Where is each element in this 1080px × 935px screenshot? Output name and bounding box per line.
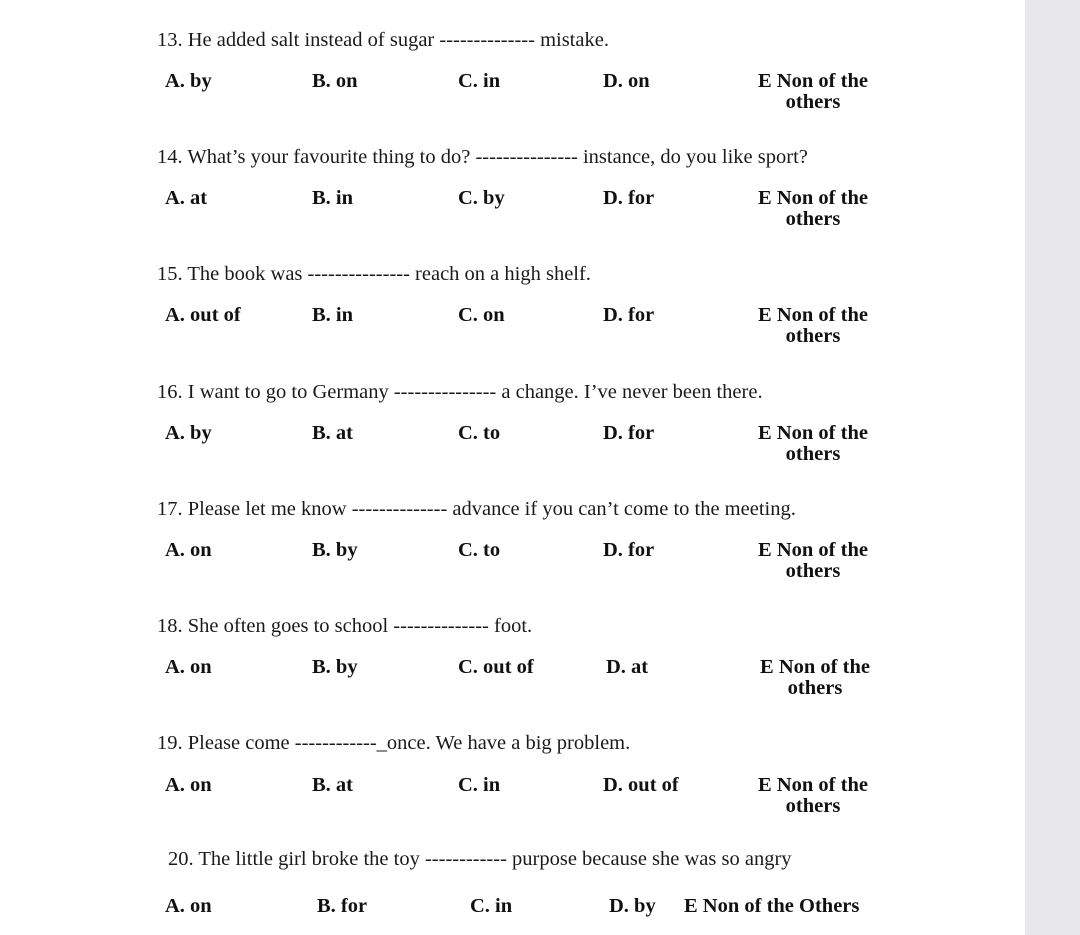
option-e xyxy=(733,305,893,347)
option-a: A. on xyxy=(165,539,212,561)
option-b: B. in xyxy=(312,304,354,326)
option-a: A. by xyxy=(165,70,212,92)
option-e xyxy=(733,423,893,465)
option-c: C. to xyxy=(458,422,501,444)
question-number: 17. xyxy=(157,498,183,520)
option-e-line1: E Non of the xyxy=(758,539,868,561)
option-e-line2: others xyxy=(785,795,841,817)
option-d: D. on xyxy=(603,70,650,92)
question-text: The little girl broke the toy ------------ purpose because she was so angry xyxy=(198,848,792,870)
question-16 xyxy=(157,381,1017,404)
option-d: D. out of xyxy=(603,774,679,796)
option-b: B. in xyxy=(312,187,354,209)
option-e-line2: others xyxy=(787,677,843,699)
option-e-line2: others xyxy=(785,560,841,582)
option-d: D. by xyxy=(609,895,656,917)
question-text: I want to go to Germany --------------- a change. I’ve never been there. xyxy=(187,381,763,403)
question-20 xyxy=(168,848,1028,871)
question-13 xyxy=(157,29,1017,52)
option-b: B. at xyxy=(312,422,353,444)
option-e xyxy=(735,657,895,699)
option-d: D. for xyxy=(603,187,655,209)
option-b: B. for xyxy=(317,895,368,917)
option-c: C. in xyxy=(458,70,501,92)
option-d: D. for xyxy=(603,422,655,444)
question-15 xyxy=(157,263,1017,286)
option-e-line1: E Non of the xyxy=(758,422,868,444)
option-c: C. in xyxy=(470,895,513,917)
question-18 xyxy=(157,615,1017,638)
option-c: C. on xyxy=(458,304,505,326)
option-a: A. by xyxy=(165,422,212,444)
option-b: B. at xyxy=(312,774,353,796)
option-e-line2: others xyxy=(785,208,841,230)
question-number: 15. xyxy=(157,263,183,285)
question-17 xyxy=(157,498,1017,521)
option-e-line1: E Non of the xyxy=(758,304,868,326)
question-text: Please come ------------_once. We have a big problem. xyxy=(187,732,631,754)
option-c: C. in xyxy=(458,774,501,796)
option-a: A. on xyxy=(165,774,212,796)
question-number: 13. xyxy=(157,29,183,51)
option-e xyxy=(733,775,893,817)
option-e-line1: E Non of the xyxy=(758,774,868,796)
option-b: B. by xyxy=(312,656,358,678)
option-b: B. on xyxy=(312,70,358,92)
question-19 xyxy=(157,732,1017,755)
option-e-line2: others xyxy=(785,443,841,465)
question-number: 16. xyxy=(157,381,183,403)
question-text: What’s your favourite thing to do? --------------- instance, do you like sport? xyxy=(187,146,808,168)
option-a: A. out of xyxy=(165,304,241,326)
option-b: B. by xyxy=(312,539,358,561)
option-a: A. at xyxy=(165,187,208,209)
option-e-line1: E Non of the xyxy=(758,187,868,209)
option-e: E Non of the Others xyxy=(684,895,860,917)
question-text: He added salt instead of sugar -------------- mistake. xyxy=(187,29,609,51)
option-d: D. for xyxy=(603,539,655,561)
question-number: 19. xyxy=(157,732,183,754)
option-e xyxy=(733,188,893,230)
option-c: C. out of xyxy=(458,656,534,678)
option-e-line2: others xyxy=(785,325,841,347)
question-text: Please let me know -------------- advance if you can’t come to the meeting. xyxy=(187,498,796,520)
question-text: The book was --------------- reach on a high shelf. xyxy=(187,263,591,285)
option-e xyxy=(733,540,893,582)
option-a: A. on xyxy=(165,895,212,917)
question-number: 20. xyxy=(168,848,194,870)
option-e-line1: E Non of the xyxy=(758,70,868,92)
question-14 xyxy=(157,146,1017,169)
question-number: 18. xyxy=(157,615,183,637)
option-e xyxy=(733,71,893,113)
question-text: She often goes to school -------------- foot. xyxy=(187,615,533,637)
option-c: C. to xyxy=(458,539,501,561)
question-number: 14. xyxy=(157,146,183,168)
option-e-line1: E Non of the xyxy=(760,656,870,678)
option-d: D. for xyxy=(603,304,655,326)
option-d: D. at xyxy=(606,656,649,678)
option-e-line2: others xyxy=(785,91,841,113)
option-c: C. by xyxy=(458,187,505,209)
option-a: A. on xyxy=(165,656,212,678)
